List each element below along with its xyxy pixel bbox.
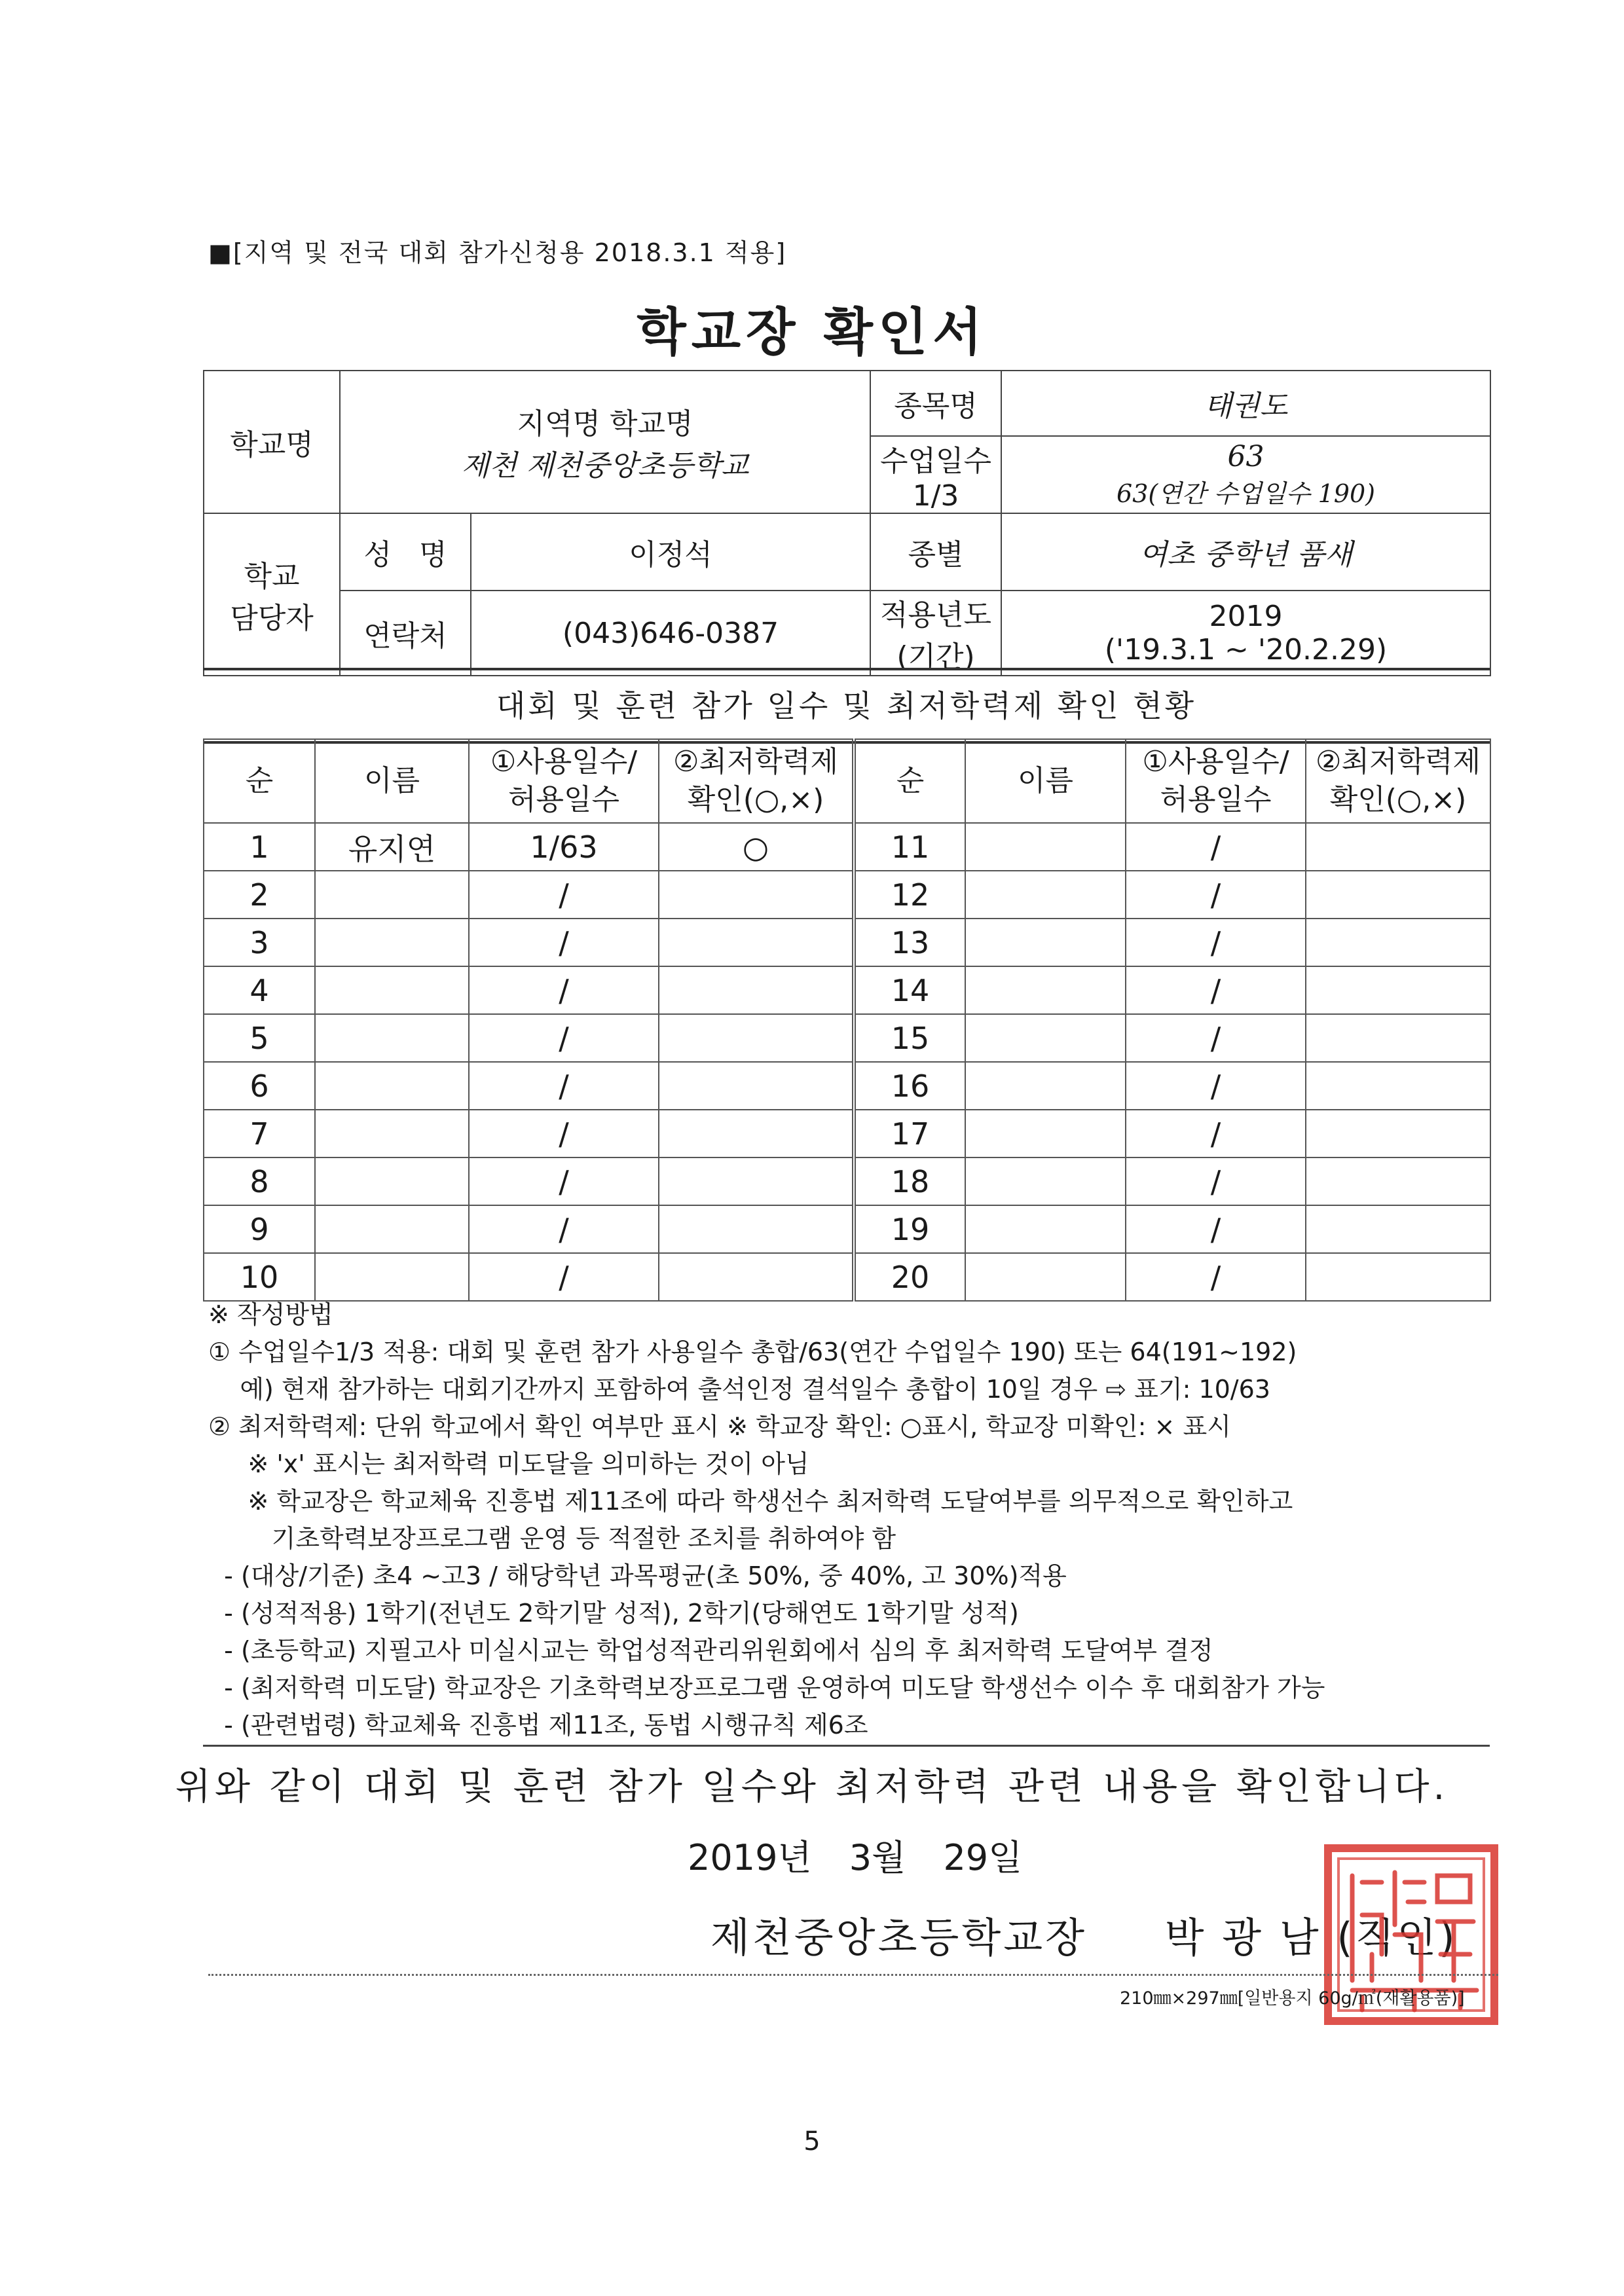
note-line: - (대상/기준) 초4 ~고3 / 해당학년 과목평균(초 50%, 중 40%, 고 30%)적용 [208,1561,1067,1590]
row-no-left: 9 [204,1205,315,1253]
table-row [204,823,1490,871]
row-check-right [1306,871,1490,919]
row-days-right: / [1126,1062,1306,1110]
row-no-left: 7 [204,1110,315,1157]
participation-body [204,823,1490,1301]
manager-label-2: 담당자 [230,602,314,635]
row-name-left [315,919,469,966]
row-name-left [315,1205,469,1253]
signer: 제천중앙초등학교장 박 광 남 (직인) [710,1914,1458,1961]
year-value-1: 2019 [1209,600,1283,633]
contact-value: (043)646-0387 [471,591,870,676]
table-row [204,919,1490,966]
table-row [204,966,1490,1014]
days-value-1: 63 [1227,440,1264,473]
row-check-left [659,1110,854,1157]
row-name-left [315,1014,469,1062]
type-value: 여초 중학년 품새 [1001,513,1490,591]
event-label: 종목명 [870,371,1001,436]
row-no-left: 6 [204,1062,315,1110]
row-no-right: 13 [854,919,965,966]
row-days-left: / [469,871,659,919]
note-line: ※ 작성방법 [208,1300,333,1329]
header-check-line1: ②최저학력제 [1316,745,1481,778]
row-days-right: / [1126,1253,1306,1301]
event-value: 태권도 [1001,371,1490,436]
year-label-1: 적용년도 [879,598,991,632]
row-name-right [965,823,1126,871]
row-check-right [1306,1253,1490,1301]
note-line: - (최저학력 미도달) 학교장은 기초학력보장프로그램 운영하여 미도달 학생선수 이수 후 대회참가 가능 [208,1673,1325,1702]
row-no-left: 10 [204,1253,315,1301]
manager-label [204,513,340,676]
writing-instructions [208,1296,1505,1744]
row-name-right [965,1205,1126,1253]
row-check-right [1306,1157,1490,1205]
school-value: 제천 제천중앙초등학교 [461,449,749,483]
row-days-left: / [469,1253,659,1301]
row-no-right: 11 [854,823,965,871]
header-days-left [469,739,659,823]
type-label: 종별 [870,513,1001,591]
row-name-right [965,919,1126,966]
note-line: - (성적적용) 1학기(전년도 2학기말 성적), 2학기(당해연도 1학기말 성적) [208,1599,1019,1628]
page-number: 5 [803,2126,821,2157]
header-check-left [659,739,854,823]
participation-header-row [204,739,1490,823]
row-check-right [1306,1014,1490,1062]
participation-subtitle: 대회 및 훈련 참가 일수 및 최저학력제 확인 현황 [203,668,1490,744]
row-days-left: / [469,919,659,966]
header-days-line1: ①사용일수/ [1142,745,1289,778]
row-check-left [659,1062,854,1110]
row-name-right [965,1253,1126,1301]
row-days-right: / [1126,1205,1306,1253]
row-days-right: / [1126,1014,1306,1062]
row-no-right: 16 [854,1062,965,1110]
note-line: 예) 현재 참가하는 대회기간까지 포함하여 출석인정 결석일수 총합이 10일 경우 ⇨ 표기: 10/63 [208,1375,1270,1404]
row-name-left [315,1253,469,1301]
row-name-right [965,1014,1126,1062]
row-name-right [965,966,1126,1014]
row-days-left: / [469,1014,659,1062]
row-check-left [659,919,854,966]
row-no-left: 3 [204,919,315,966]
row-days-left: / [469,1157,659,1205]
row-check-left [659,1205,854,1253]
row-name-left [315,871,469,919]
row-days-left: / [469,1110,659,1157]
row-name-right [965,1062,1126,1110]
row-check-left [659,966,854,1014]
row-check-right [1306,823,1490,871]
row-no-left: 1 [204,823,315,871]
row-no-right: 18 [854,1157,965,1205]
table-row [204,871,1490,919]
row-name-left [315,966,469,1014]
table-row [204,1062,1490,1110]
school-info-table [203,370,1491,676]
row-check-right [1306,966,1490,1014]
name-value: 이정석 [471,513,870,591]
year-value [1001,591,1490,676]
row-no-right: 19 [854,1205,965,1253]
paper-specification: 210㎜×297㎜[일반용지 60g/㎡(재활용품)] [1120,1988,1465,2009]
row-days-right: / [1126,823,1306,871]
header-name-left: 이름 [315,739,469,823]
row-no-right: 14 [854,966,965,1014]
year-label [870,591,1001,676]
year-label-2: (기간) [896,640,975,674]
header-days-line2: 허용일수 [507,783,619,816]
contact-label: 연락처 [340,591,471,676]
table-row [204,1205,1490,1253]
row-days-right: / [1126,966,1306,1014]
row-days-right: / [1126,1110,1306,1157]
table-row [204,1110,1490,1157]
row-no-left: 8 [204,1157,315,1205]
header-name-right: 이름 [965,739,1126,823]
row-days-right: / [1126,871,1306,919]
row-check-left [659,1253,854,1301]
header-check-line2: 확인(○,×) [687,783,824,816]
row-name-left [315,1157,469,1205]
row-days-left: / [469,1205,659,1253]
row-no-left: 5 [204,1014,315,1062]
row-name-left [315,1110,469,1157]
note-line: - (관련법령) 학교체육 진흥법 제11조, 동법 시행규칙 제6조 [208,1711,868,1740]
row-name-right [965,1157,1126,1205]
note-line: - (초등학교) 지필고사 미실시교는 학업성적관리위원회에서 심의 후 최저학력 도달여부 결정 [208,1636,1213,1665]
header-days-line1: ①사용일수/ [490,745,638,778]
header-days-line2: 허용일수 [1160,783,1272,816]
document-title: 학교장 확인서 [637,303,987,362]
school-cell [340,371,870,513]
row-name-right [965,871,1126,919]
notes-divider [203,1745,1490,1747]
note-line: 기초학력보장프로그램 운영 등 적절한 조치를 취하여야 함 [208,1524,896,1553]
days-label-1: 수업일수 [879,444,991,478]
confirmation-statement: 위와 같이 대회 및 훈련 참가 일수와 최저학력 관련 내용을 확인합니다. [175,1766,1449,1808]
row-check-right [1306,1205,1490,1253]
row-no-right: 20 [854,1253,965,1301]
header-check-line1: ②최저학력제 [673,745,838,778]
row-days-left: / [469,1062,659,1110]
row-name-left: 유지연 [315,823,469,871]
table-row [204,1014,1490,1062]
school-caption: 지역명 학교명 [517,407,693,441]
row-days-left: / [469,966,659,1014]
note-line: ※ 학교장은 학교체육 진흥법 제11조에 따라 학생선수 최저학력 도달여부를 의무적으로 확인하고 [208,1487,1293,1516]
participation-table [203,738,1491,1302]
row-check-right [1306,1062,1490,1110]
row-check-right [1306,919,1490,966]
note-line: ② 최저학력제: 단위 학교에서 확인 여부만 표시 ※ 학교장 확인: ○표시, 학교장 미확인: × 표시 [208,1412,1231,1441]
header-check-line2: 확인(○,×) [1329,783,1467,816]
header-days-right [1126,739,1306,823]
year-value-2: ('19.3.1 ~ '20.2.29) [1104,633,1388,666]
header-note: ■[지역 및 전국 대회 참가신청용 2018.3.1 적용] [208,238,787,267]
row-check-right [1306,1110,1490,1157]
name-label: 성 명 [340,513,471,591]
days-label-2: 1/3 [912,479,959,513]
header-no-right: 순 [854,739,965,823]
row-no-right: 17 [854,1110,965,1157]
manager-label-1: 학교 [244,560,300,593]
row-days-right: / [1126,919,1306,966]
row-no-left: 2 [204,871,315,919]
issue-date: 2019년 3월 29일 [688,1837,1023,1878]
school-label: 학교명 [204,371,340,513]
row-check-left [659,1157,854,1205]
row-name-right [965,1110,1126,1157]
row-no-right: 15 [854,1014,965,1062]
row-check-left [659,871,854,919]
days-label [870,436,1001,513]
table-row [204,1157,1490,1205]
note-line: ※ 'x' 표시는 최저학력 미도달을 의미하는 것이 아님 [208,1449,809,1478]
row-days-right: / [1126,1157,1306,1205]
row-days-left: 1/63 [469,823,659,871]
days-value-2: 63(연간 수업일수 190) [1116,479,1375,508]
row-no-right: 12 [854,871,965,919]
footer-divider [208,1974,1498,1976]
header-no-left: 순 [204,739,315,823]
table-row [204,1253,1490,1301]
row-no-left: 4 [204,966,315,1014]
row-check-left: ○ [659,823,854,871]
header-check-right [1306,739,1490,823]
row-check-left [659,1014,854,1062]
days-value [1001,436,1490,513]
row-name-left [315,1062,469,1110]
note-line: ① 수업일수1/3 적용: 대회 및 훈련 참가 사용일수 총합/63(연간 수업일수 190) 또는 64(191~192) [208,1338,1297,1366]
